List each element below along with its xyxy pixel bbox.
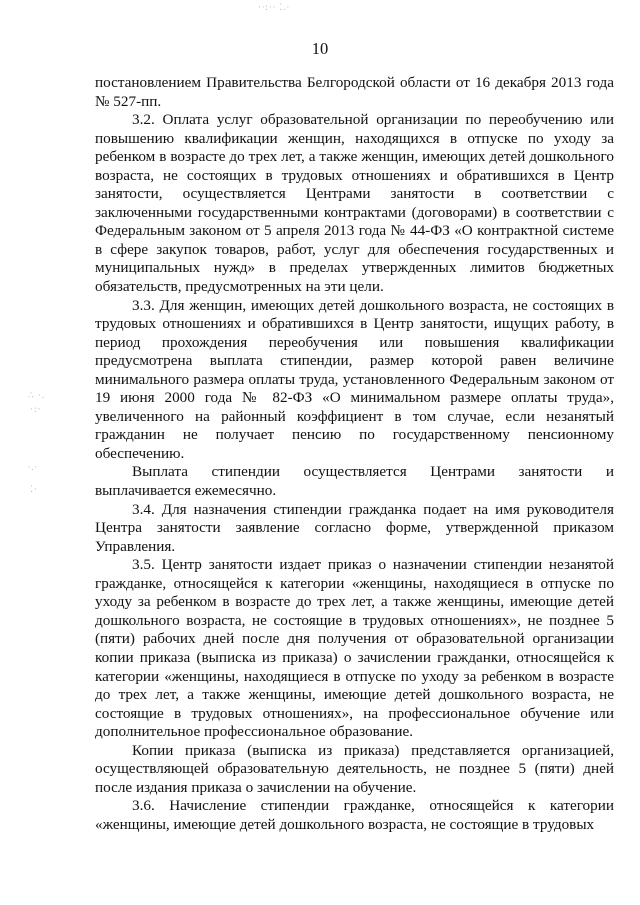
paragraph-3-6: 3.6. Начисление стипендии гражданке, относящейся к категории «женщины, имеющие детей дошкольного возраста, не состоящие в трудовых (95, 797, 614, 833)
paragraph-continuation: постановлением Правительства Белгородской области от 16 декабря 2013 года № 527-пп. (95, 74, 614, 110)
paragraph-3-2: 3.2. Оплата услуг образовательной организации по переобучению или повышению квалификации женщин, находящихся в отпуске по уходу за ребенком в возрасте до трех лет, а также женщин, имеющих детей дошкольного возраста, не состоящих в трудовых отношениях и обратившихся в Центр занятости, осуществляется Центрами занятости в соответствии с заключенными государственными контрактами (договорами) в соответствии с Федеральным законом от 5 апреля 2013 года № 44-ФЗ «О контрактной системе в сфере закупок товаров, работ, услуг для обеспечения государственных и муниципальных нужд» в пределах утвержденных лимитов бюджетных обязательств, предусмотренных на эти цели. (95, 111, 614, 296)
scan-artifact-margin: ∴ ·. (28, 390, 46, 400)
paragraph-3-3: 3.3. Для женщин, имеющих детей дошкольного возраста, не состоящих в трудовых отношениях и обратившихся в Центр занятости, ищущих работу, в период прохождения переобучения или повышения квалификации предусмотрена выплата стипендии, размер которой равен величине минимального размера оплаты труда, установленного Федеральным законом от 19 июня 2000 года № 82-ФЗ «О минимальном размере оплаты труда», увеличенного на районный коэффициент в том случае, если незанятый гражданин не получает пенсию по государственному пенсионному обеспечению. (95, 296, 614, 462)
scan-artifact-top: ·∙:·∙ ⁚.· (258, 2, 291, 12)
document-body (95, 74, 614, 834)
paragraph-3-3-payment: Выплата стипендии осуществляется Центрами занятости и выплачивается ежемесячно. (95, 463, 614, 500)
scan-artifact-margin: ∙.∙ (28, 462, 38, 472)
scan-artifact-margin: ⁚· (30, 484, 38, 494)
paragraph-3-4: 3.4. Для назначения стипендии гражданка подает на имя руководителя Центра занятости заявление согласно форме, утвержденной приказом Управления. (95, 500, 614, 555)
page-number: 10 (311, 39, 329, 58)
scan-artifact-margin: ·:· (30, 404, 42, 414)
paragraph-3-5: 3.5. Центр занятости издает приказ о назначении стипендии незанятой гражданке, относящейся к категории «женщины, находящиеся в отпуске по уходу за ребенком в возрасте до трех лет, а также женщины, имеющие детей дошкольного возраста, не состоящие в трудовых отношениях», не позднее 5 (пяти) рабочих дней после дня получения от образовательной организации копии приказа (выписка из приказа) о зачислении гражданки, относящейся к категории «женщины, находящиеся в отпуске по уходу за ребенком в возрасте до трех лет, а также женщины, имеющие детей дошкольного возраста, не состоящие в трудовых отношениях», на профессиональное обучение или дополнительное профессиональное образование. (95, 556, 614, 741)
paragraph-3-5-copies: Копии приказа (выписка из приказа) представляется организацией, осуществляющей образовательную деятельность, не позднее 5 (пяти) дней после издания приказа о зачислении на обучение. (95, 741, 614, 796)
